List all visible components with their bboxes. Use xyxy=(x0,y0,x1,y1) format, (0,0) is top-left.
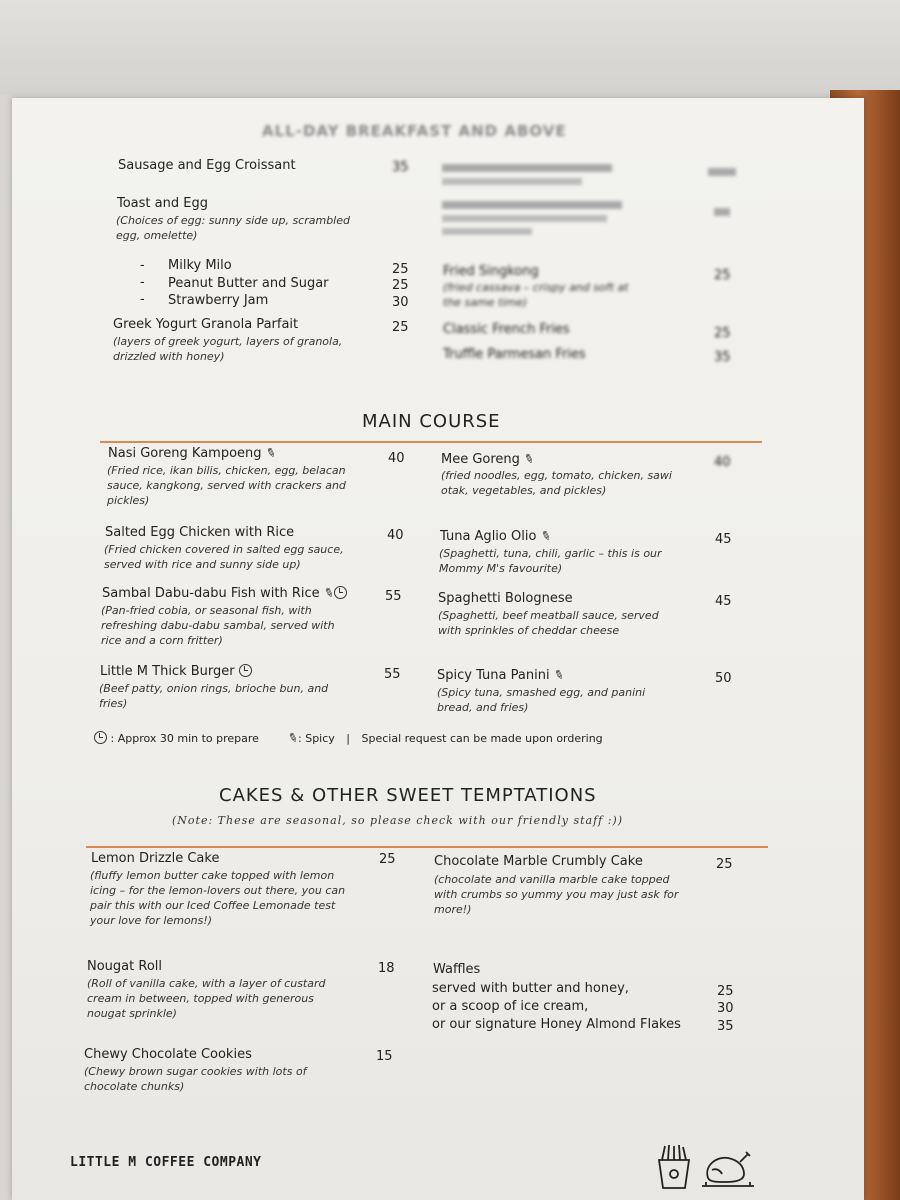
legend-time: : Approx 30 min to prepare xyxy=(110,732,259,745)
item-nougat-roll: Nougat Roll xyxy=(87,959,162,974)
blurred-price xyxy=(714,208,730,216)
item-mee-goreng xyxy=(441,450,537,468)
chili-icon: ✎ xyxy=(285,729,301,747)
waffles-option-honey-almond: or our signature Honey Almond Flakes xyxy=(432,1017,681,1032)
dash: - xyxy=(140,292,145,307)
item-name: Little M Thick Burger xyxy=(100,664,235,679)
item-sambal-dabu-dabu-fish xyxy=(102,586,347,601)
clock-icon xyxy=(94,731,107,744)
item-salted-egg-chicken: Salted Egg Chicken with Rice xyxy=(105,525,295,540)
roast-chicken-icon xyxy=(700,1148,758,1190)
item-fried-singkong: Fried Singkong xyxy=(443,264,539,279)
item-toast-and-egg: Toast and Egg xyxy=(117,196,208,211)
waffles-option-ice-cream: or a scoop of ice cream, xyxy=(432,999,589,1014)
price-peanut-butter-sugar: 25 xyxy=(392,278,409,293)
price-sambal-dabu-dabu-fish: 55 xyxy=(385,589,402,604)
price-milky-milo: 25 xyxy=(392,262,409,277)
fries-icon xyxy=(654,1144,694,1190)
clock-icon xyxy=(239,664,252,677)
desc-nougat-roll: (Roll of vanilla cake, with a layer of custard cream in between, topped with generous nougat sprinkle) xyxy=(87,977,326,1020)
desc-tuna-aglio-olio: (Spaghetti, tuna, chili, garlic – this is our Mommy M's favourite) xyxy=(439,547,662,575)
cakes-note: (Note: These are seasonal, so please check with our friendly staff :)) xyxy=(172,814,623,827)
desc-sambal-dabu-dabu-fish: (Pan-fried cobia, or seasonal fish, with refreshing dabu-dabu sambal, served with rice and a corn fritter) xyxy=(101,604,335,647)
price-spaghetti-bolognese: 45 xyxy=(715,594,732,609)
price-waffles-ice-cream: 30 xyxy=(717,1001,734,1016)
price-chewy-chocolate-cookies: 15 xyxy=(376,1049,393,1064)
price-tuna-aglio-olio: 45 xyxy=(715,532,732,547)
desc-salted-egg-chicken: (Fried chicken covered in salted egg sauce, served with rice and sunny side up) xyxy=(104,543,344,571)
desc-chocolate-marble-cake: (chocolate and vanilla marble cake topped with crumbs so yummy you may just ask for more!) xyxy=(434,873,679,916)
menu-page xyxy=(12,98,864,1200)
chili-icon: ✎ xyxy=(521,450,537,468)
item-strawberry-jam: Strawberry Jam xyxy=(168,293,269,308)
desc-toast-and-egg: (Choices of egg: sunny side up, scrambled egg, omelette) xyxy=(116,214,350,242)
item-nasi-goreng-kampoeng xyxy=(108,446,276,461)
price-nasi-goreng-kampoeng: 40 xyxy=(388,451,405,466)
item-tuna-aglio-olio xyxy=(440,529,551,544)
waffles-option-butter-honey: served with butter and honey, xyxy=(432,981,629,996)
price-salted-egg-chicken: 40 xyxy=(387,528,404,543)
item-spicy-tuna-panini xyxy=(437,668,564,683)
price-greek-yogurt-parfait: 25 xyxy=(392,320,409,335)
legend-special-request: Special request can be made upon ordering xyxy=(361,732,603,745)
main-course-title: MAIN COURSE xyxy=(362,411,501,432)
item-sausage-egg-croissant: Sausage and Egg Croissant xyxy=(118,158,296,173)
chili-icon: ✎ xyxy=(538,527,553,545)
item-name: Spicy Tuna Panini xyxy=(437,668,550,683)
price-fried-singkong: 25 xyxy=(714,268,731,283)
price-classic-french-fries: 25 xyxy=(714,326,731,341)
breakfast-title: ALL-DAY BREAKFAST AND ABOVE xyxy=(262,122,567,140)
chili-icon: ✎ xyxy=(551,666,566,684)
chili-icon: ✎ xyxy=(263,444,278,462)
desc-little-m-thick-burger: (Beef patty, onion rings, brioche bun, and fries) xyxy=(99,682,329,710)
price-nougat-roll: 18 xyxy=(378,961,395,976)
previous-page-edge xyxy=(0,0,900,95)
item-peanut-butter-sugar: Peanut Butter and Sugar xyxy=(168,276,329,291)
desc-spicy-tuna-panini: (Spicy tuna, smashed egg, and panini bread, and fries) xyxy=(437,686,646,714)
cakes-title: CAKES & OTHER SWEET TEMPTATIONS xyxy=(219,785,597,806)
item-truffle-parmesan-fries: Truffle Parmesan Fries xyxy=(443,347,586,362)
desc-lemon-drizzle-cake: (fluffy lemon butter cake topped with lemon icing – for the lemon-lovers out there, you can pair this with our Iced Coffee Lemonade test your love for lemons!) xyxy=(90,869,346,927)
desc-fried-singkong: (fried cassava – crispy and soft at the same time) xyxy=(443,281,629,309)
item-classic-french-fries: Classic French Fries xyxy=(443,322,570,337)
price-chocolate-marble-cake: 25 xyxy=(716,857,733,872)
cakes-divider xyxy=(86,846,768,848)
item-name: Tuna Aglio Olio xyxy=(440,529,537,544)
price-mee-goreng: 40 xyxy=(714,455,731,470)
item-chewy-chocolate-cookies: Chewy Chocolate Cookies xyxy=(84,1047,252,1062)
legend-row xyxy=(94,731,603,745)
price-waffles-honey-almond: 35 xyxy=(717,1019,734,1034)
company-name: LITTLE M COFFEE COMPANY xyxy=(70,1155,262,1170)
price-lemon-drizzle-cake: 25 xyxy=(379,852,396,867)
legend-separator: | xyxy=(346,732,351,745)
price-waffles-butter-honey: 25 xyxy=(717,984,734,999)
item-waffles: Waffles xyxy=(433,962,481,977)
dash: - xyxy=(140,258,145,273)
item-name: Nasi Goreng Kampoeng xyxy=(108,446,262,461)
blurred-price xyxy=(708,168,736,176)
item-name: Mee Goreng xyxy=(441,452,520,467)
price-little-m-thick-burger: 55 xyxy=(384,667,401,682)
desc-chewy-chocolate-cookies: (Chewy brown sugar cookies with lots of chocolate chunks) xyxy=(84,1065,307,1093)
price-spicy-tuna-panini: 50 xyxy=(715,671,732,686)
desc-nasi-goreng-kampoeng: (Fried rice, ikan bilis, chicken, egg, belacan sauce, kangkong, served with crackers and pickles) xyxy=(107,464,346,507)
desc-mee-goreng: (fried noodles, egg, tomato, chicken, sawi otak, vegetables, and pickles) xyxy=(441,469,672,497)
desc-spaghetti-bolognese: (Spaghetti, beef meatball sauce, served with sprinkles of cheddar cheese xyxy=(438,609,659,637)
item-name: Sambal Dabu-dabu Fish with Rice xyxy=(102,586,320,601)
item-greek-yogurt-parfait: Greek Yogurt Granola Parfait xyxy=(113,317,299,332)
chili-icon: ✎ xyxy=(321,584,336,602)
dash: - xyxy=(140,275,145,290)
price-strawberry-jam: 30 xyxy=(392,295,409,310)
item-little-m-thick-burger xyxy=(100,664,252,679)
item-chocolate-marble-cake: Chocolate Marble Crumbly Cake xyxy=(434,854,643,869)
price-sausage-egg-croissant: 35 xyxy=(392,160,409,175)
item-lemon-drizzle-cake: Lemon Drizzle Cake xyxy=(91,851,220,866)
main-course-divider xyxy=(100,441,762,443)
legend-spicy: : Spicy xyxy=(298,732,335,745)
item-milky-milo: Milky Milo xyxy=(168,258,232,273)
item-spaghetti-bolognese: Spaghetti Bolognese xyxy=(438,591,573,606)
clock-icon xyxy=(334,586,347,599)
price-truffle-parmesan-fries: 35 xyxy=(714,350,731,365)
desc-greek-yogurt-parfait: (layers of greek yogurt, layers of granola, drizzled with honey) xyxy=(113,335,343,363)
blurred-menu-items xyxy=(442,164,642,234)
